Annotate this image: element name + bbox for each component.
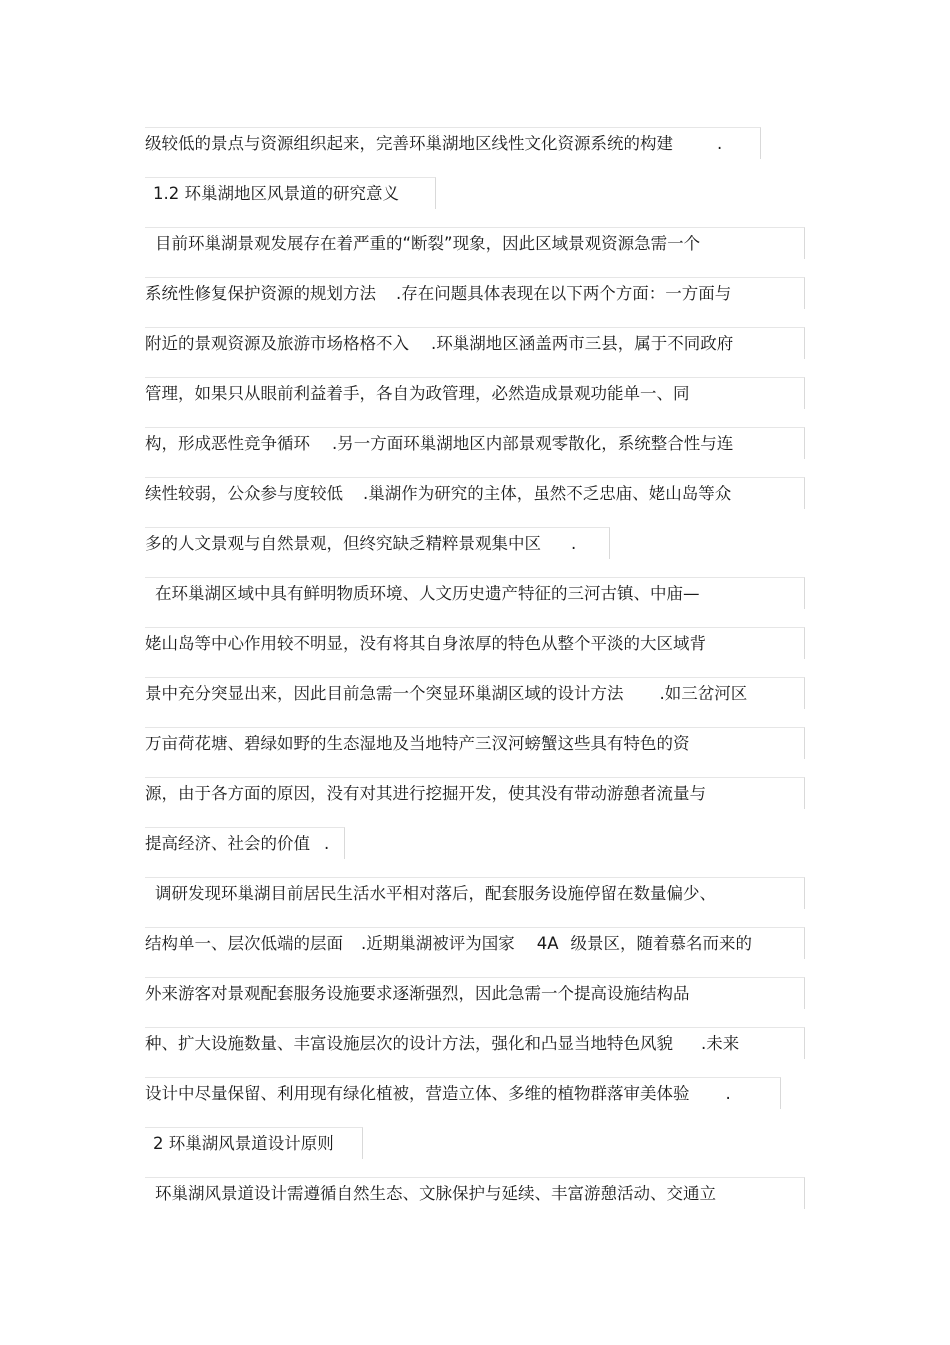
line-tail: . bbox=[725, 1084, 731, 1103]
text-line bbox=[145, 427, 805, 459]
line-tail: .另一方面环巢湖地区内部景观零散化，系统整合性与连 bbox=[332, 434, 734, 453]
line-tail: .未来 bbox=[701, 1034, 740, 1053]
text-line bbox=[145, 977, 805, 1009]
text-line bbox=[145, 1027, 805, 1059]
text-line bbox=[145, 377, 805, 409]
text-line bbox=[145, 477, 805, 509]
line-text: 续性较弱，公众参与度较低 bbox=[145, 484, 343, 503]
line-text: 外来游客对景观配套服务设施要求逐渐强烈，因此急需一个提高设施结构品 bbox=[145, 984, 690, 1003]
line-tail: .存在问题具体表现在以下两个方面：一方面与 bbox=[396, 284, 732, 303]
section-heading bbox=[145, 1127, 363, 1159]
line-text: 附近的景观资源及旅游市场格格不入 bbox=[145, 334, 409, 353]
line-text: 调研发现环巢湖目前居民生活水平相对落后，配套服务设施停留在数量偏少、 bbox=[155, 884, 716, 903]
line-text: 系统性修复保护资源的规划方法 bbox=[145, 284, 376, 303]
line-tail: . bbox=[324, 834, 330, 853]
line-tail: .如三岔河区 bbox=[659, 684, 748, 703]
heading-text: 1.2 环巢湖地区风景道的研究意义 bbox=[153, 184, 399, 203]
text-line bbox=[145, 627, 805, 659]
text-line bbox=[145, 277, 805, 309]
text-line bbox=[145, 577, 805, 609]
text-line bbox=[145, 127, 761, 159]
line-tail: .环巢湖地区涵盖两市三县，属于不同政府 bbox=[431, 334, 734, 353]
line-text: 多的人文景观与自然景观，但终究缺乏精粹景观集中区 bbox=[145, 534, 541, 553]
line-tail: . bbox=[717, 134, 723, 153]
line-text: 管理，如果只从眼前利益着手，各自为政管理，必然造成景观功能单一、同 bbox=[145, 384, 690, 403]
section-heading bbox=[145, 177, 436, 209]
line-text: 万亩荷花塘、碧绿如野的生态湿地及当地特产三汊河螃蟹这些具有特色的资 bbox=[145, 734, 690, 753]
text-line bbox=[145, 927, 805, 959]
line-text: 级较低的景点与资源组织起来，完善环巢湖地区线性文化资源系统的构建 bbox=[145, 134, 673, 153]
line-text: 景中充分突显出来，因此目前急需一个突显环巢湖区域的设计方法 bbox=[145, 684, 624, 703]
text-line bbox=[145, 227, 805, 259]
text-line bbox=[145, 1077, 781, 1109]
line-text: 种、扩大设施数量、丰富设施层次的设计方法，强化和凸显当地特色风貌 bbox=[145, 1034, 673, 1053]
text-line bbox=[145, 527, 610, 559]
line-text: 设计中尽量保留、利用现有绿化植被，营造立体、多维的植物群落审美体验 bbox=[145, 1084, 690, 1103]
line-tail: .巢湖作为研究的主体，虽然不乏忠庙、姥山岛等众 bbox=[363, 484, 732, 503]
text-line bbox=[145, 1177, 805, 1209]
text-line bbox=[145, 827, 345, 859]
line-text: 在环巢湖区域中具有鲜明物质环境、人文历史遗产特征的三河古镇、中庙— bbox=[155, 584, 700, 603]
text-line bbox=[145, 327, 805, 359]
text-line bbox=[145, 727, 805, 759]
text-line bbox=[145, 877, 805, 909]
line-tail: . bbox=[571, 534, 577, 553]
line-text: 目前环巢湖景观发展存在着严重的“断裂”现象，因此区域景观资源急需一个 bbox=[155, 234, 701, 253]
line-tail: .近期巢湖被评为国家 bbox=[361, 934, 515, 953]
line-text: 提高经济、社会的价值 bbox=[145, 834, 310, 853]
line-text: 环巢湖风景道设计需遵循自然生态、文脉保护与延续、丰富游憩活动、交通立 bbox=[155, 1184, 716, 1203]
line-text: 姥山岛等中心作用较不明显，没有将其自身浓厚的特色从整个平淡的大区域背 bbox=[145, 634, 706, 653]
line-tail-rest: 级景区，随着慕名而来的 bbox=[570, 934, 753, 953]
line-tail-number: 4A bbox=[536, 934, 559, 953]
line-text: 源，由于各方面的原因，没有对其进行挖掘开发，使其没有带动游憩者流量与 bbox=[145, 784, 706, 803]
heading-text: 2 环巢湖风景道设计原则 bbox=[153, 1134, 334, 1153]
text-line bbox=[145, 677, 805, 709]
text-line bbox=[145, 777, 805, 809]
line-text: 结构单一、层次低端的层面 bbox=[145, 934, 343, 953]
line-text: 构，形成恶性竞争循环 bbox=[145, 434, 310, 453]
